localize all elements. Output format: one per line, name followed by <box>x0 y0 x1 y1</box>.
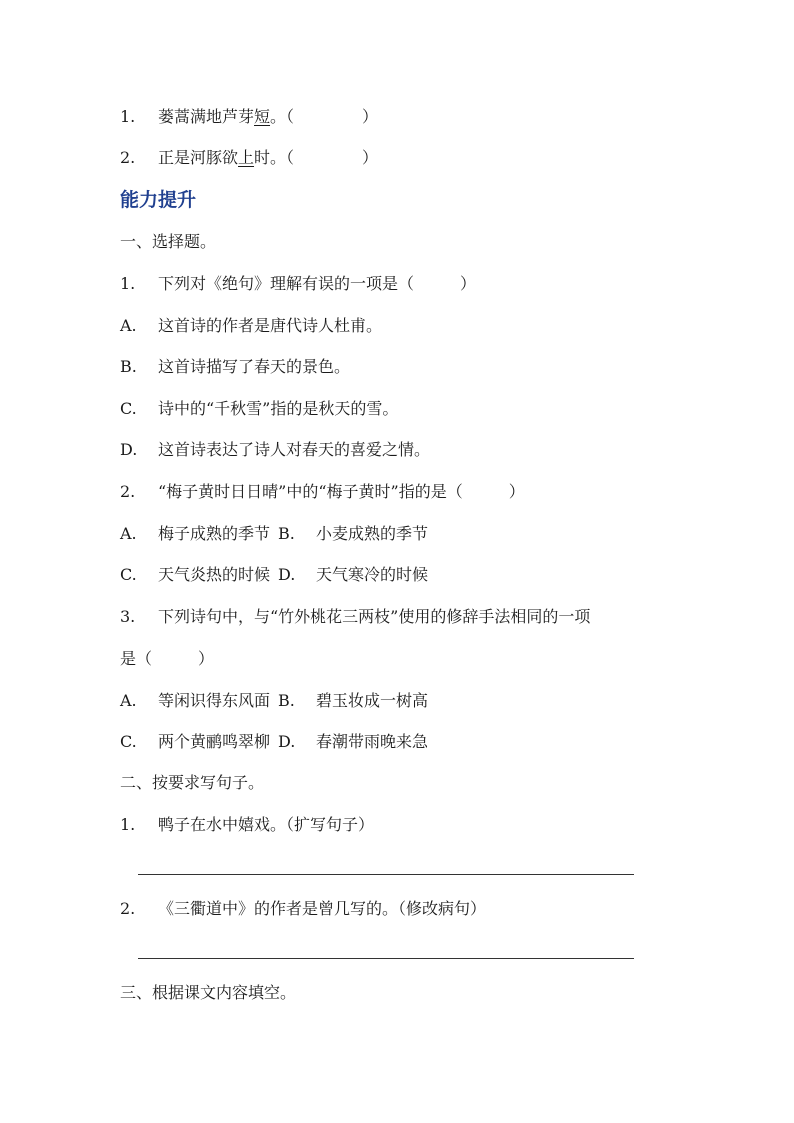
mc-option-row <box>120 689 428 713</box>
rewrite-question-1 <box>120 813 374 837</box>
part2-heading: 二、按要求写句子。 <box>120 773 265 792</box>
option-letter: C. <box>120 565 137 584</box>
underlined-word: 上 <box>238 148 255 167</box>
question-number: 1. <box>120 274 136 293</box>
option-letter: C. <box>120 732 137 751</box>
paren-close: ） <box>362 107 379 126</box>
mc-question-3-cont <box>120 647 214 671</box>
option-text: 这首诗描写了春天的景色。 <box>158 357 351 376</box>
option-text: 碧玉妆成一树高 <box>316 691 429 710</box>
mc-question-1 <box>120 272 476 296</box>
mc-option-c[interactable] <box>120 732 270 751</box>
mc-option-b[interactable] <box>278 524 428 543</box>
question-number: 1. <box>120 107 136 126</box>
question-text: “梅子黄时日日晴”中的“梅子黄时”指的是（ <box>158 482 463 501</box>
option-letter: D. <box>278 565 296 584</box>
question-text: 下列诗句中，与“竹外桃花三两枝”使用的修辞手法相同的一项 <box>158 607 591 626</box>
question-text: 正是河豚欲 <box>158 148 239 167</box>
mc-option-c[interactable] <box>120 397 398 421</box>
question-text-tail: 时。（ <box>254 148 295 167</box>
rewrite-question-2 <box>120 897 486 921</box>
question-text: 蒌蒿满地芦芽 <box>158 107 255 126</box>
option-text: 这首诗的作者是唐代诗人杜甫。 <box>158 316 383 335</box>
question-text: 鸭子在水中嬉戏。（扩写句子） <box>158 815 375 834</box>
review-question-2 <box>120 146 378 170</box>
option-text: 梅子成熟的季节 <box>158 524 271 543</box>
paren-close: ） <box>460 274 477 293</box>
option-letter: B. <box>120 357 137 376</box>
option-letter: D. <box>120 440 138 459</box>
question-number: 2. <box>120 899 136 918</box>
mc-option-a[interactable] <box>120 314 382 338</box>
paren-close: ） <box>362 148 379 167</box>
mc-option-d[interactable] <box>278 732 428 751</box>
question-text: 下列对《绝句》理解有误的一项是（ <box>158 274 415 293</box>
question-number: 2. <box>120 482 136 501</box>
question-text: 《三衢道中》的作者是曾几写的。（修改病句） <box>158 899 487 918</box>
option-letter: A. <box>120 524 137 543</box>
option-text: 诗中的“千秋雪”指的是秋天的雪。 <box>158 399 399 418</box>
mc-option-row <box>120 522 428 546</box>
answer-line[interactable] <box>138 958 634 959</box>
mc-option-d[interactable] <box>120 438 430 462</box>
option-text: 等闲识得东风面 <box>158 691 271 710</box>
question-text-cont: 是（ <box>120 649 153 668</box>
option-letter: A. <box>120 316 137 335</box>
option-letter: D. <box>278 732 296 751</box>
question-text-tail: 。（ <box>270 107 295 126</box>
option-text: 春潮带雨晚来急 <box>316 732 429 751</box>
question-number: 1. <box>120 815 136 834</box>
mc-option-c[interactable] <box>120 565 270 584</box>
review-question-1 <box>120 105 378 129</box>
option-text: 天气炎热的时候 <box>158 565 271 584</box>
mc-option-row <box>120 730 428 754</box>
paren-close: ） <box>198 649 215 668</box>
option-text: 这首诗表达了诗人对春天的喜爱之情。 <box>158 440 431 459</box>
option-text: 天气寒冷的时候 <box>316 565 429 584</box>
option-text: 两个黄鹂鸣翠柳 <box>158 732 271 751</box>
question-number: 2. <box>120 148 136 167</box>
mc-question-3 <box>120 605 590 629</box>
option-letter: B. <box>278 691 295 710</box>
underlined-word: 短 <box>254 107 271 126</box>
part3-heading: 三、根据课文内容填空。 <box>120 983 297 1002</box>
mc-option-a[interactable] <box>120 691 270 710</box>
mc-option-row <box>120 563 428 587</box>
mc-question-2 <box>120 480 525 504</box>
question-number: 3. <box>120 607 136 626</box>
paren-close: ） <box>508 482 525 501</box>
section-title: 能力提升 <box>120 189 197 211</box>
answer-line[interactable] <box>138 874 634 875</box>
option-letter: C. <box>120 399 137 418</box>
option-text: 小麦成熟的季节 <box>316 524 429 543</box>
mc-option-d[interactable] <box>278 565 428 584</box>
option-letter: A. <box>120 691 137 710</box>
option-letter: B. <box>278 524 295 543</box>
part1-heading: 一、选择题。 <box>120 232 217 251</box>
mc-option-b[interactable] <box>120 355 350 379</box>
mc-option-a[interactable] <box>120 524 270 543</box>
mc-option-b[interactable] <box>278 691 428 710</box>
